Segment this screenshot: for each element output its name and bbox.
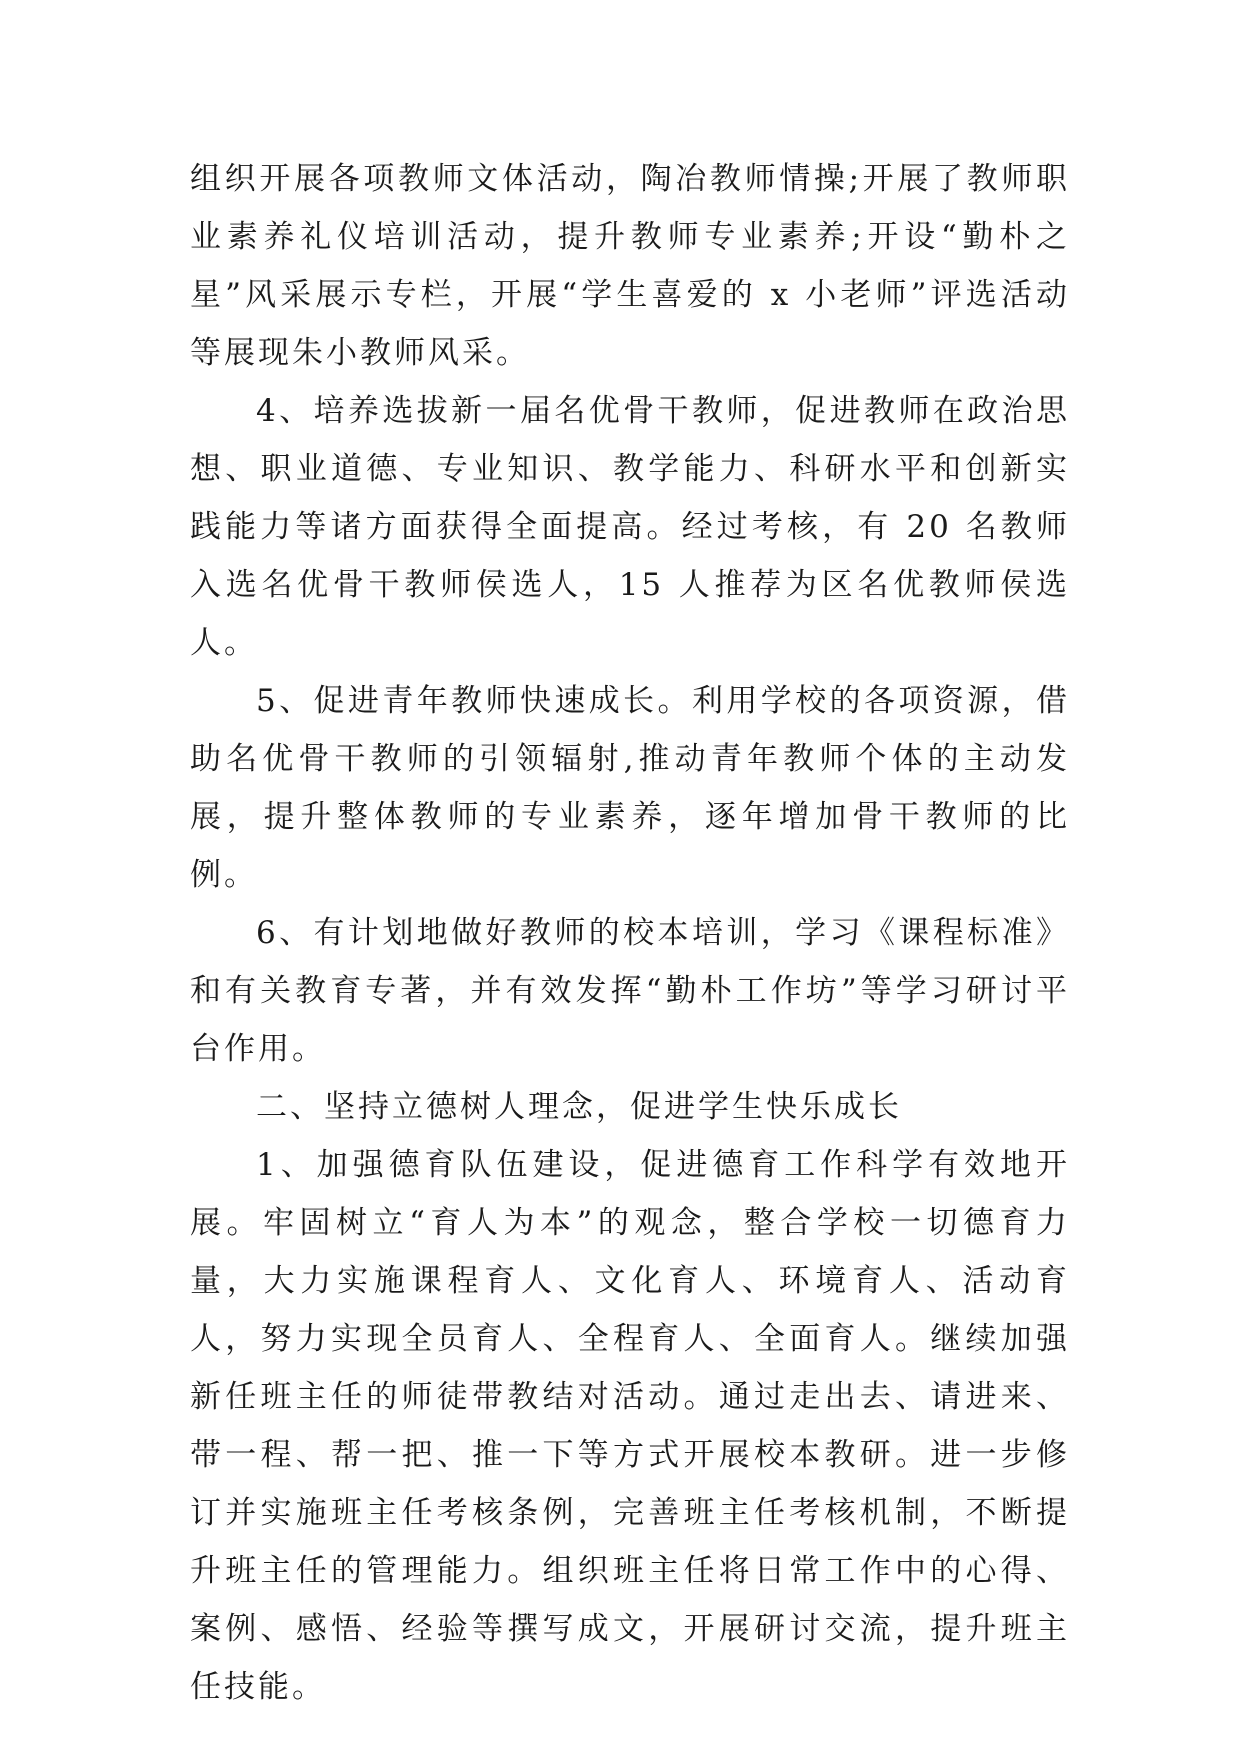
- paragraph-item-6: 6、有计划地做好教师的校本培训，学习《课程标准》和有关教育专著，并有效发挥“勤朴工作坊”等学习研讨平台作用。: [190, 915, 1070, 1067]
- paragraph-section-2-item-1: 1、加强德育队伍建设，促进德育工作科学有效地开展。牢固树立“育人为本”的观念，整合学校一切德育力量，大力实施课程育人、文化育人、环境育人、活动育人，努力实现全员育人、全程育人、全面育人。继续加强新任班主任的师徒带教结对活动。通过走出去、请进来、带一程、帮一把、推一下等方式开展校本教研。进一步修订并实施班主任考核条例，完善班主任考核机制，不断提升班主任的管理能力。组织班主任将日常工作中的心得、案例、感悟、经验等撰写成文，开展研讨交流，提升班主任技能。: [190, 1147, 1070, 1705]
- paragraph-item-5: 5、促进青年教师快速成长。利用学校的各项资源，借助名优骨干教师的引领辐射,推动青年教师个体的主动发展，提升整体教师的专业素养，逐年增加骨干教师的比例。: [190, 683, 1070, 893]
- paragraph-continuation: 组织开展各项教师文体活动，陶冶教师情操;开展了教师职业素养礼仪培训活动，提升教师专业素养;开设“勤朴之星”风采展示专栏，开展“学生喜爱的 x 小老师”评选活动等展现朱小教师风采。: [190, 161, 1070, 371]
- section-heading: 二、坚持立德树人理念，促进学生快乐成长: [256, 1089, 902, 1125]
- document-body: [190, 150, 1070, 1716]
- paragraph-item-4: 4、培养选拔新一届名优骨干教师，促进教师在政治思想、职业道德、专业知识、教学能力、科研水平和创新实践能力等诸方面获得全面提高。经过考核，有 20 名教师入选名优骨干教师侯选人，15 人推荐为区名优教师侯选人。: [190, 393, 1070, 661]
